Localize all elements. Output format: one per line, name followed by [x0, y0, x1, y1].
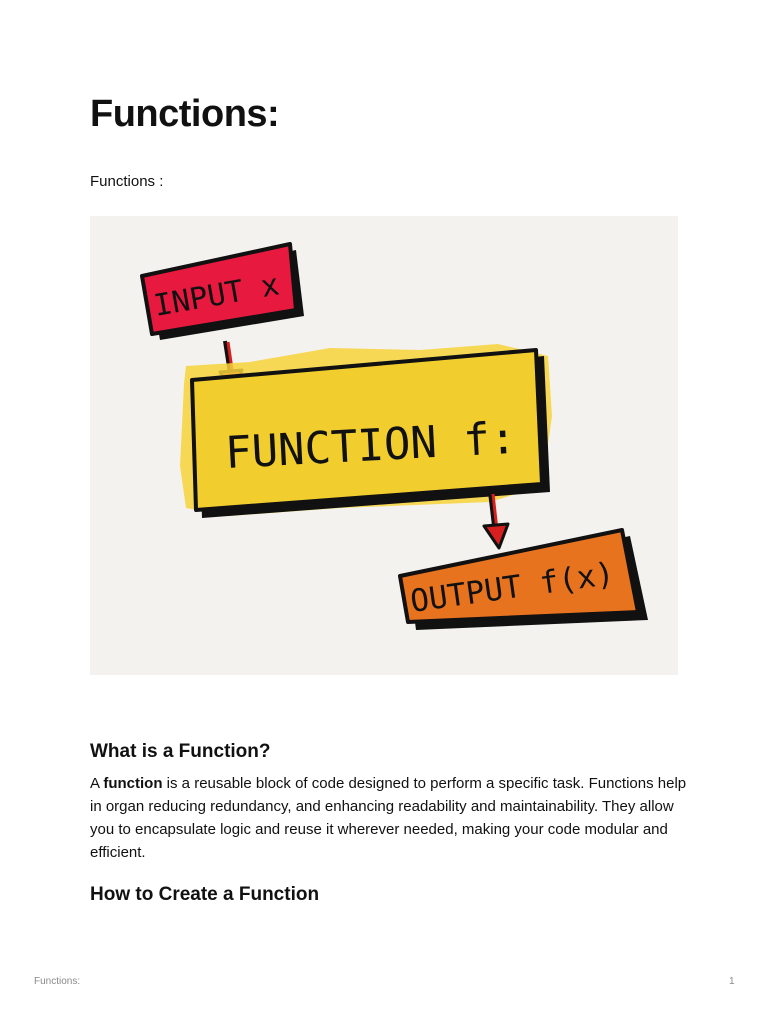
- input-label: INPUT x: [151, 267, 282, 324]
- section-heading-how-to-create-a-function: How to Create a Function: [90, 884, 320, 905]
- function-label: FUNCTION f:: [223, 412, 518, 479]
- footer-document-title: Functions:: [34, 976, 81, 987]
- function-description-paragraph: [90, 772, 690, 864]
- paragraph-lead-text: A: [90, 775, 104, 792]
- subtitle: Functions :: [90, 173, 164, 190]
- section-heading-what-is-a-function: What is a Function?: [90, 741, 271, 762]
- bold-term-function: function: [103, 775, 163, 792]
- output-arrow-head: [484, 524, 508, 548]
- paragraph-body-text: is a reusable block of code designed to perform a specific task. Functions help in organ reducing redundancy, and enhancing readability and maintainability. They allow you to encapsulate logic and reuse it wherever needed, making your code modular and efficient.: [90, 775, 687, 861]
- footer-page-number: 1: [729, 976, 735, 987]
- page-title: Functions:: [90, 93, 280, 135]
- function-diagram-illustration: [90, 216, 678, 675]
- function-diagram-figure: [90, 216, 678, 675]
- output-label: OUTPUT f(x): [408, 555, 617, 620]
